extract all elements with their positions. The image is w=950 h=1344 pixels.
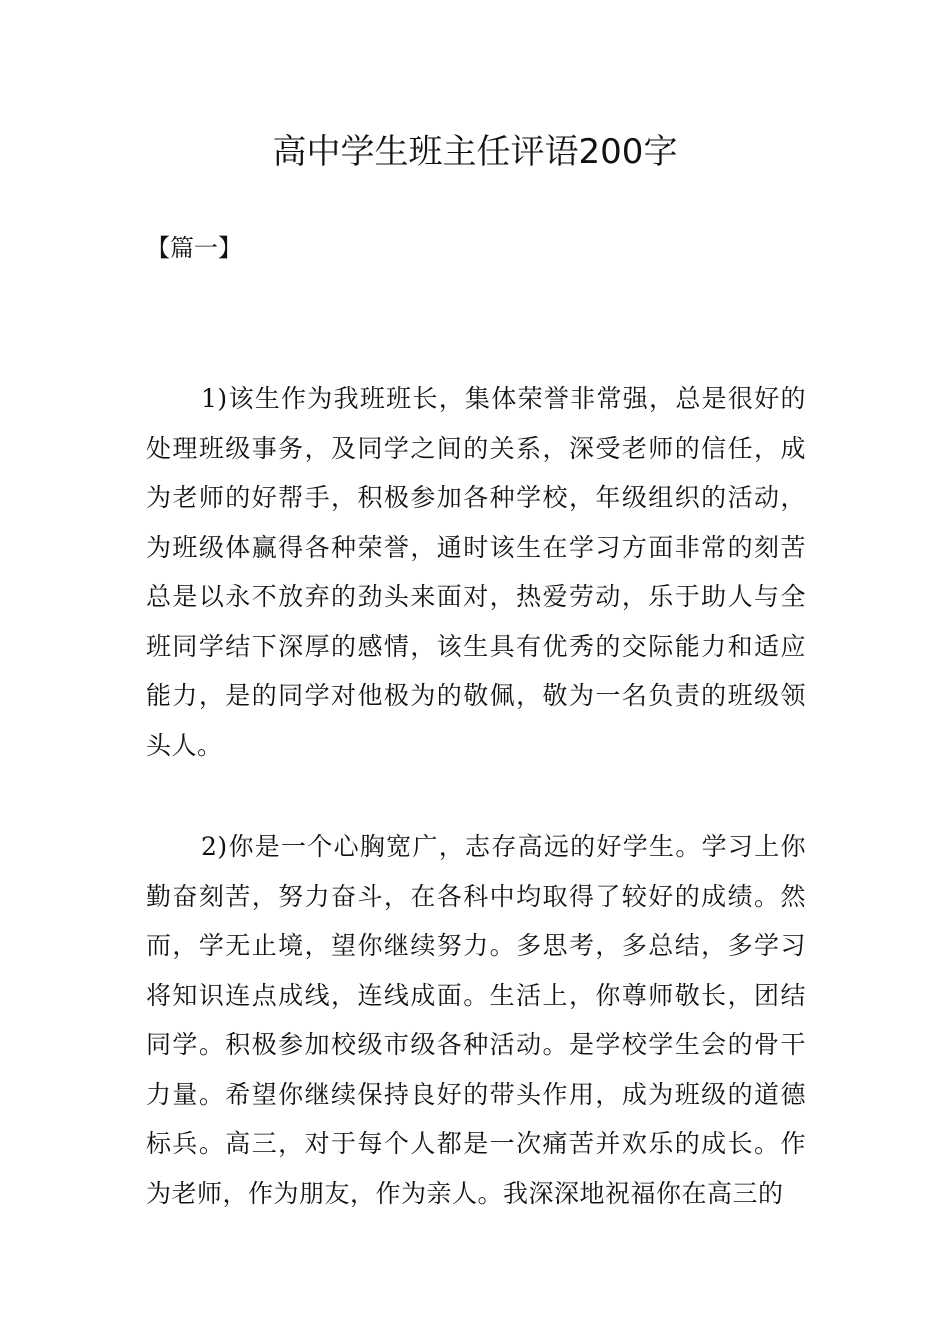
document-title: 高中学生班主任评语200字	[272, 132, 678, 172]
paragraph-1: 1)该生作为我班班长，集体荣誉非常强，总是很好的处理班级事务，及同学之间的关系，深受老师的信任，成为老师的好帮手，积极参加各种学校，年级组织的活动，为班级体赢得各种荣誉，通时该生在学习方面非常的刻苦总是以永不放弃的劲头来面对，热爱劳动，乐于助人与全班同学结下深厚的感情，该生具有优秀的交际能力和适应能力，是的同学对他极为的敬佩，敬为一名负责的班级领头人。	[146, 384, 806, 760]
paragraph-2: 2)你是一个心胸宽广，志存高远的好学生。学习上你勤奋刻苦，努力奋斗，在各科中均取得了较好的成绩。然而，学无止境，望你继续努力。多思考，多总结，多学习将知识连点成线，连线成面。生活上，你尊师敬长，团结同学。积极参加校级市级各种活动。是学校学生会的骨干力量。希望你继续保持良好的带头作用，成为班级的道德标兵。高三，对于每个人都是一次痛苦并欢乐的成长。作为老师，作为朋友，作为亲人。我深深地祝福你在高三的	[146, 832, 806, 1208]
section-label: 【篇一】	[146, 234, 242, 262]
